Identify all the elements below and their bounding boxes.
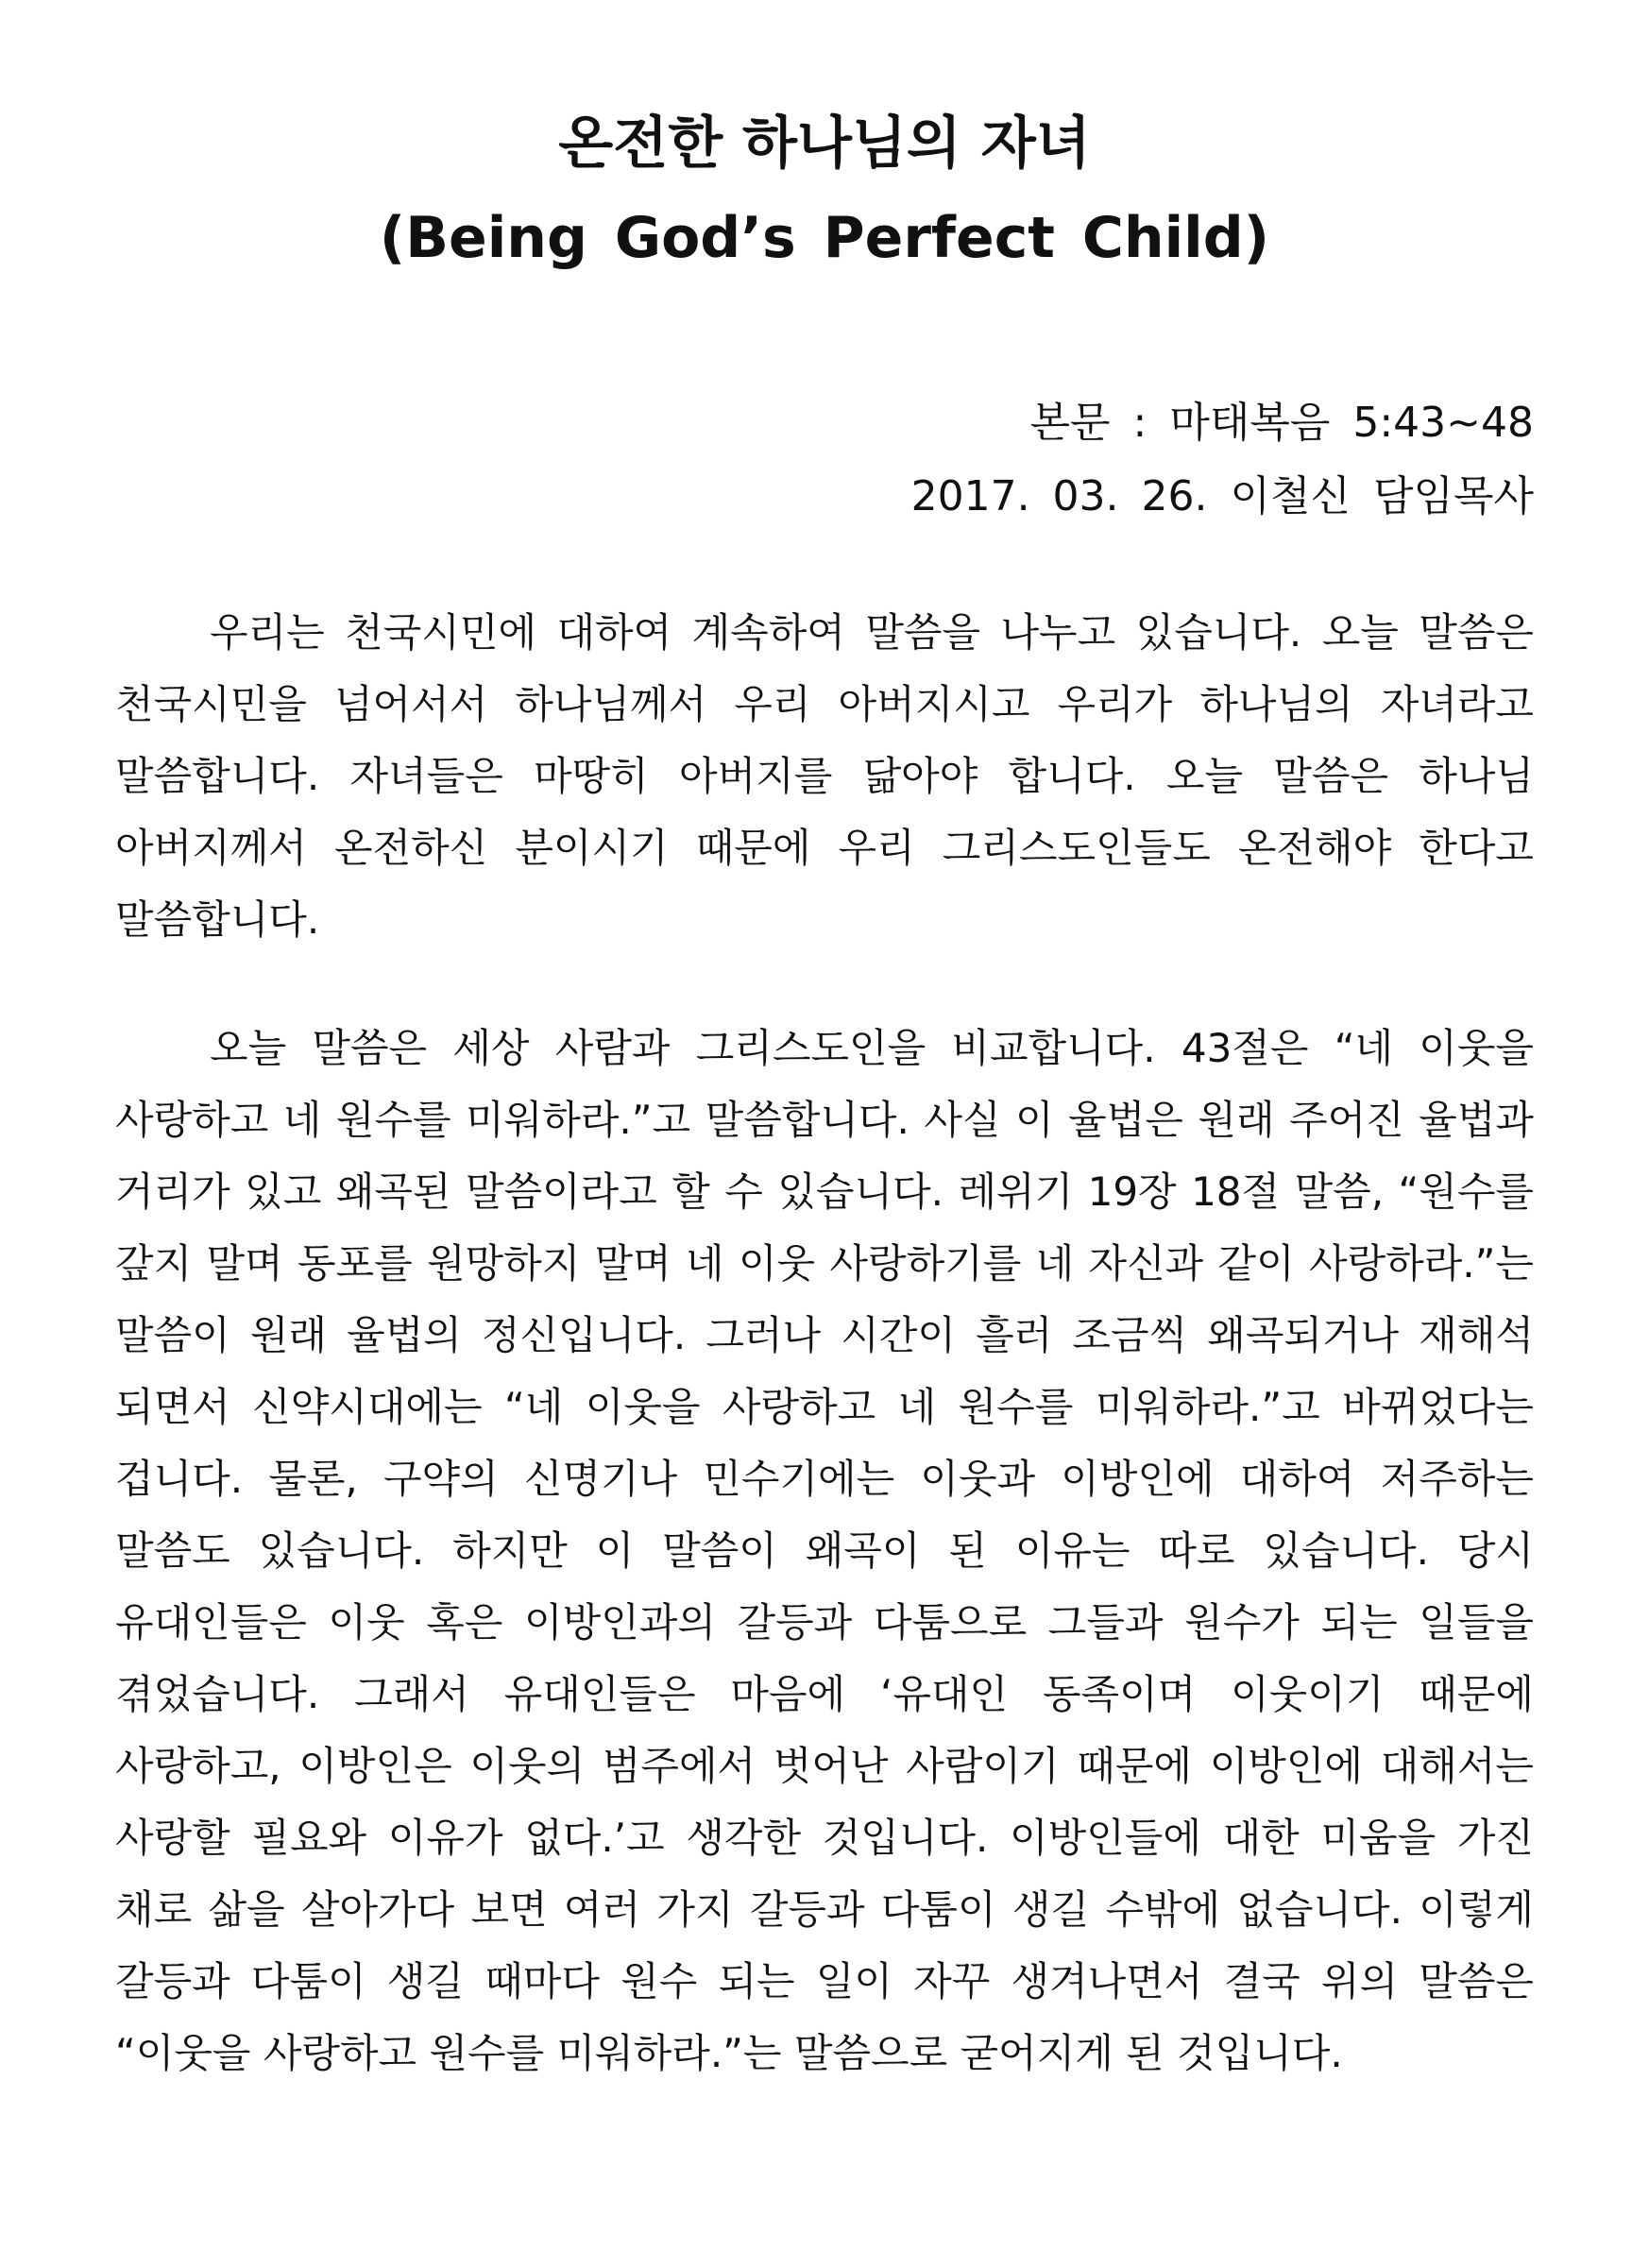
title-english: (Being God’s Perfect Child) xyxy=(379,205,1270,271)
paragraph-1: 우리는 천국시민에 대하여 계속하여 말씀을 나누고 있습니다. 오늘 말씀은 천국시민을 넘어서서 하나님께서 우리 아버지시고 우리가 하나님의 자녀라고 말씀합니다. 자녀들은 마땅히 아버지를 닮아야 합니다. 오늘 말씀은 하나님 아버지께서 온전하신 분이시기 때문에 우리 그리스도인들도 온전해야 한다고 말씀합니다. xyxy=(115,609,1534,943)
date-author: 2017. 03. 26. 이철신 담임목사 xyxy=(910,472,1534,520)
scripture-passage: 본문 : 마태복음 5:43~48 xyxy=(1029,399,1534,447)
paragraph-2: 오늘 말씀은 세상 사람과 그리스도인을 비교합니다. 43절은 “네 이웃을 사랑하고 네 원수를 미워하라.”고 말씀합니다. 사실 이 율법은 원래 주어진 율법과 거리가 있고 왜곡된 말씀이라고 할 수 있습니다. 레위기 19장 18절 말씀, “원수를 갚지 말며 동포를 원망하지 말며 네 이웃 사랑하기를 네 자신과 같이 사랑하라.”는 말씀이 원래 율법의 정신입니다. 그러나 시간이 흘러 조금씩 왜곡되거나 재해석 되면서 신약시대에는 “네 이웃을 사랑하고 네 원수를 미워하라.”고 바뀌었다는 겁니다. 물론, 구약의 신명기나 민수기에는 이웃과 이방인에 대하여 저주하는 말씀도 있습니다. 하지만 이 말씀이 왜곡이 된 이유는 따로 있습니다. 당시 유대인들은 이웃 혹은 이방인과의 갈등과 다툼으로 그들과 원수가 되는 일들을 겪었습니다. 그래서 유대인들은 마음에 ‘유대인 동족이며 이웃이기 때문에 사랑하고, 이방인은 이웃의 범주에서 벗어난 사람이기 때문에 이방인에 대해서는 사랑할 필요와 이유가 없다.’고 생각한 것입니다. 이방인들에 대한 미움을 가진 채로 삶을 살아가다 보면 여러 가지 갈등과 다툼이 생길 수밖에 없습니다. 이렇게 갈등과 다툼이 생길 때마다 원수 되는 일이 자꾸 생겨나면서 결국 위의 말씀은 “이웃을 사랑하고 원수를 미워하라.”는 말씀으로 굳어지게 된 것입니다. xyxy=(115,1025,1534,2076)
title-korean: 온전한 하나님의 자녀 xyxy=(558,111,1091,177)
